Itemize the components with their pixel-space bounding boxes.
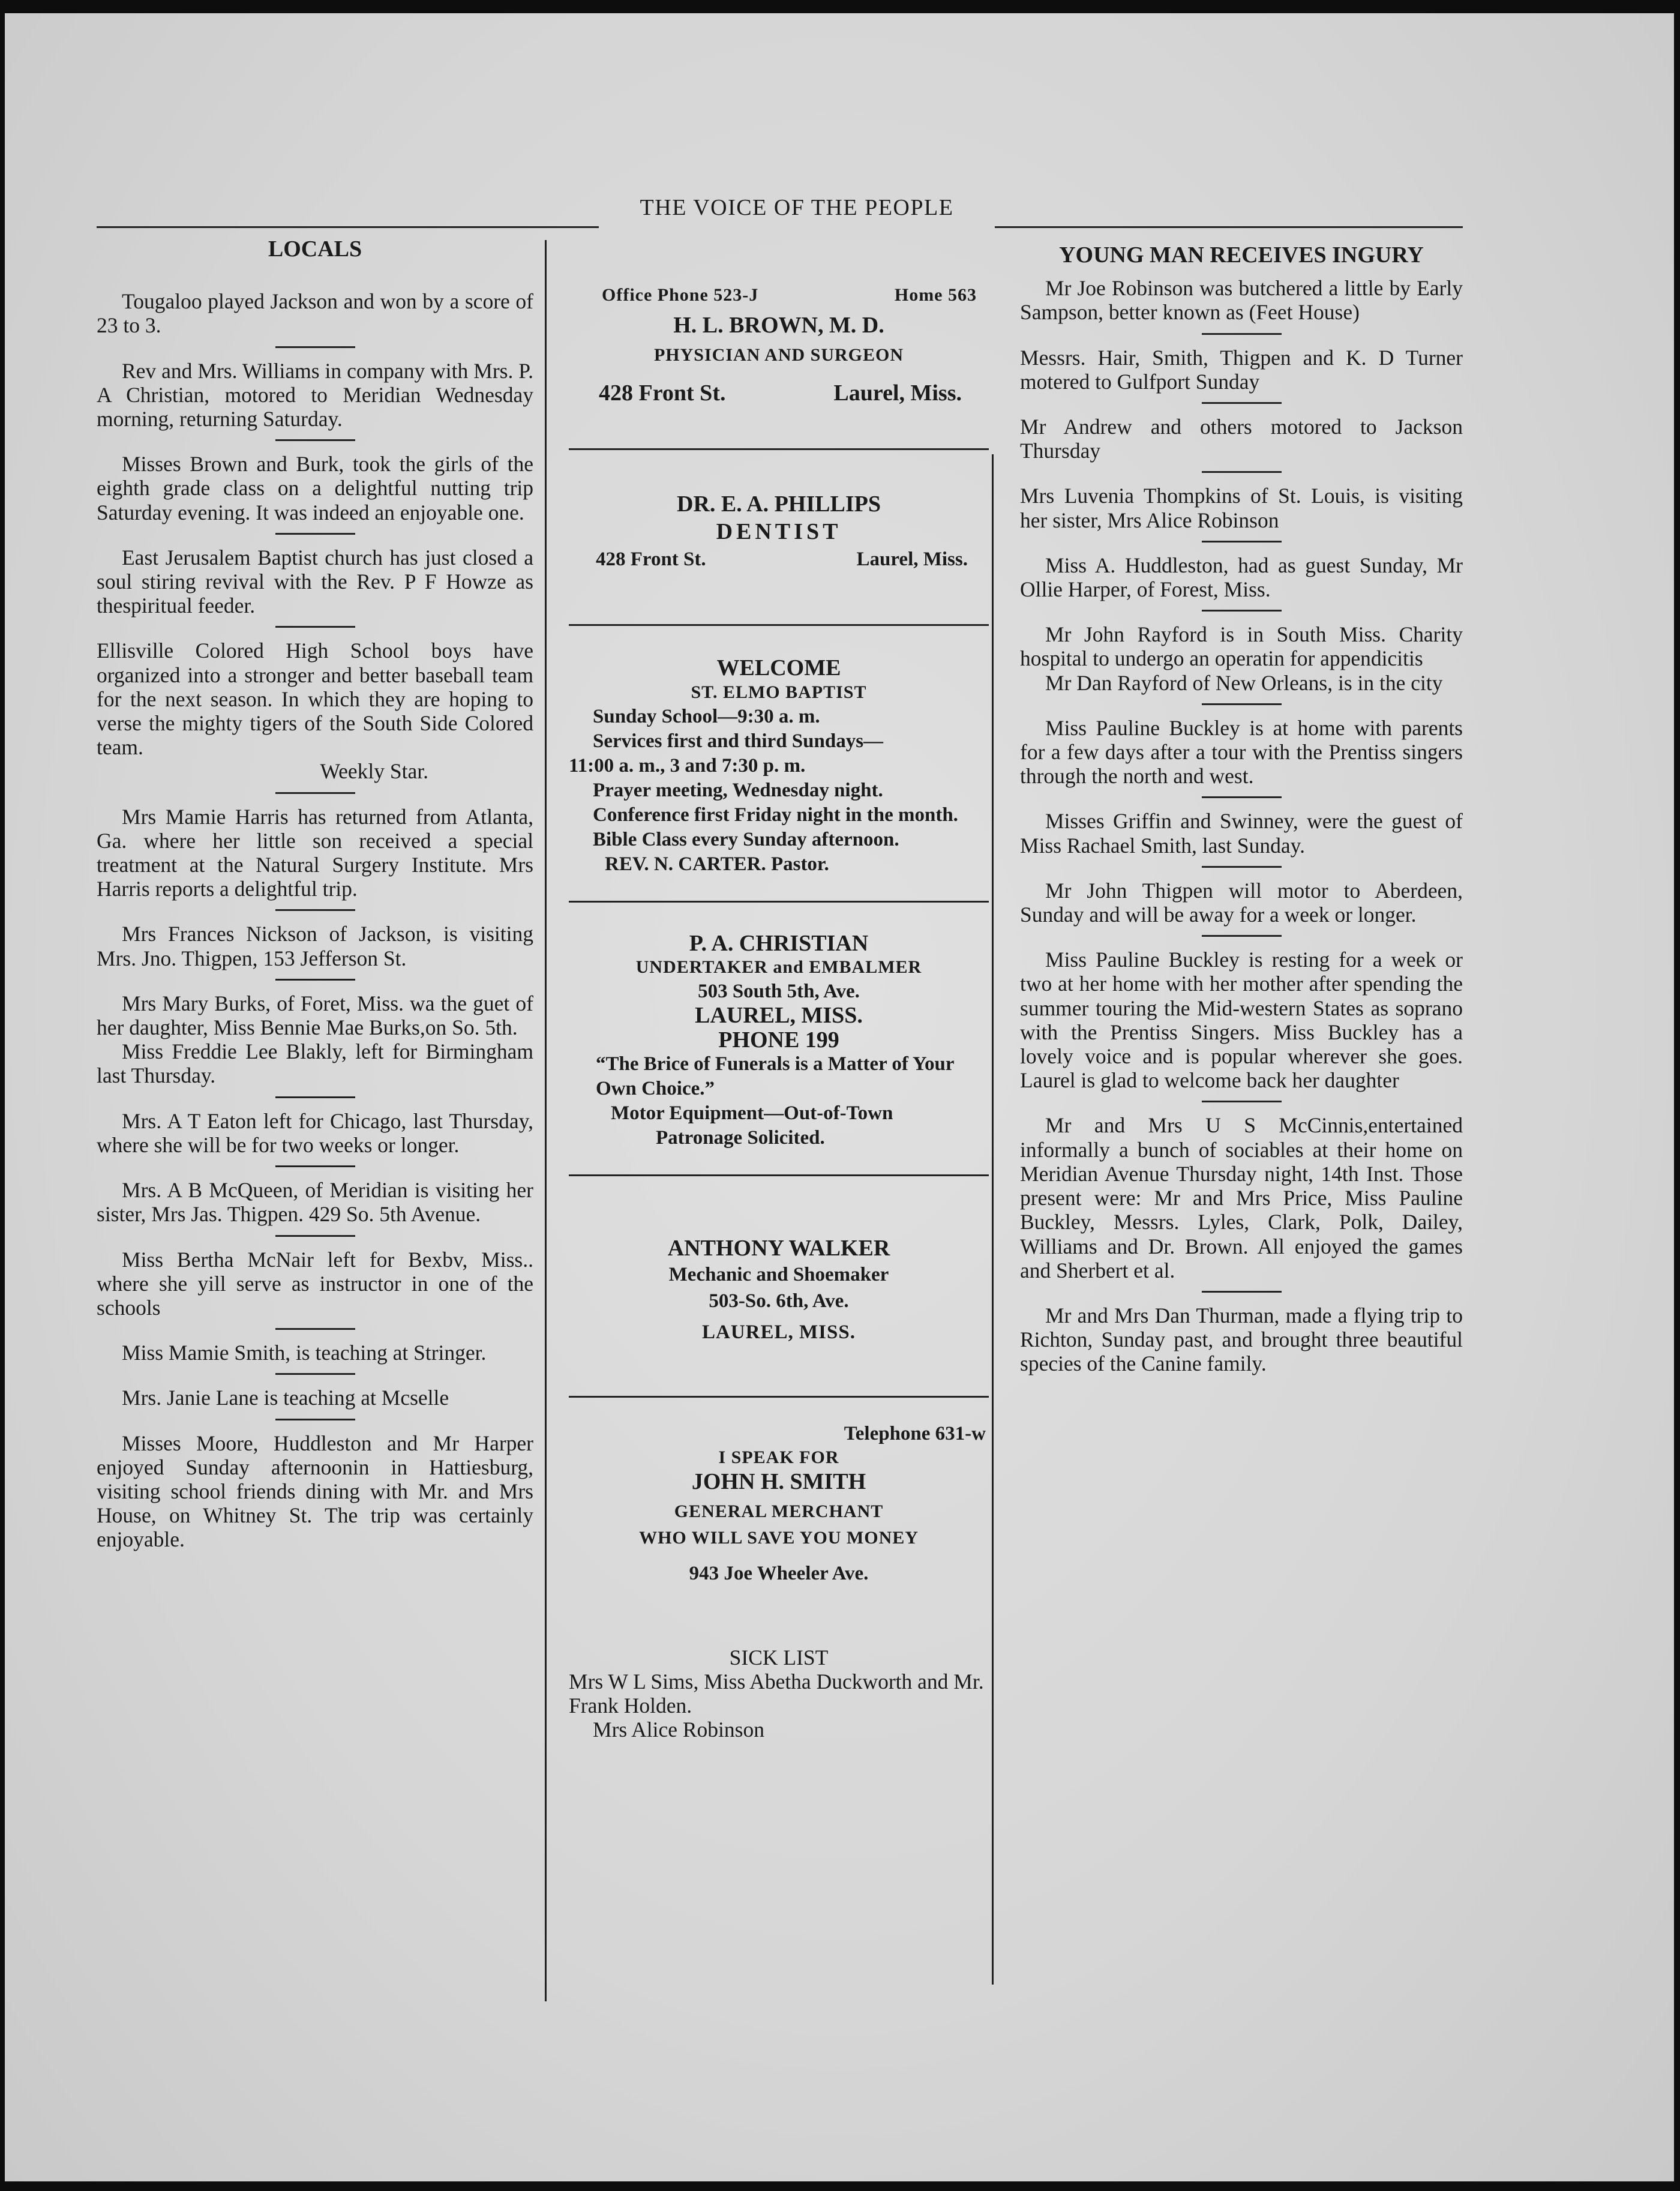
- walker-address: 503-So. 6th, Ave.: [709, 1290, 849, 1312]
- news-column: [1020, 243, 1463, 1376]
- ad-smith: [569, 1398, 989, 1585]
- local-item: Mrs. A B McQueen, of Meridian is visiting her sister, Mrs Jas. Thigpen. 429 So. 5th Avenue.: [97, 1178, 533, 1227]
- column-divider-left: [545, 240, 547, 2001]
- masthead: THE VOICE OF THE PEOPLE: [640, 195, 954, 220]
- church-line: Conference first Friday night in the month.: [593, 804, 958, 826]
- separator: [1202, 935, 1282, 937]
- sick-list-line: Mrs Alice Robinson: [593, 1718, 764, 1742]
- ad-phillips: [569, 450, 989, 572]
- local-item: Rev and Mrs. Williams in company with Mrs. P. A Christian, motored to Meridian Wednesday morning, returning Saturday.: [97, 358, 533, 431]
- news-item: Mr Andrew and others motored to Jackson Thursday: [1020, 415, 1463, 463]
- newspaper-page: [5, 13, 1674, 2181]
- news-heading: YOUNG MAN RECEIVES INGURY: [1059, 242, 1424, 268]
- brown-city: Laurel, Miss.: [833, 380, 962, 406]
- local-item: Miss Freddie Lee Blakly, left for Birmingham last Thursday.: [97, 1039, 533, 1088]
- smith-telephone: Telephone 631-w: [844, 1422, 986, 1444]
- church-pastor: REV. N. CARTER. Pastor.: [605, 853, 829, 875]
- local-item: Miss Mamie Smith, is teaching at Stringer.: [122, 1341, 487, 1365]
- brown-name: H. L. BROWN, M. D.: [673, 313, 884, 338]
- news-item: Mr and Mrs Dan Thurman, made a flying trip to Richton, Sunday past, and brought three beautiful species of the Canine family.: [1020, 1303, 1463, 1376]
- news-item: Miss Pauline Buckley is at home with parents for a few days after a tour with the Prentiss singers through the north and west.: [1020, 715, 1463, 789]
- local-item: Miss Bertha McNair left for Bexbv, Miss.. where she yill serve as instructor in one of the schools: [97, 1247, 533, 1320]
- advertisements-column: [569, 253, 989, 1742]
- separator: [1202, 402, 1282, 404]
- christian-patronage: Patronage Solicited.: [656, 1126, 825, 1149]
- news-item: Mr John Rayford is in South Miss. Charity hospital to undergo an operatin for appendicitis: [1020, 622, 1463, 671]
- phillips-name: DR. E. A. PHILLIPS: [677, 491, 881, 517]
- church-line: Prayer meeting, Wednesday night.: [593, 779, 883, 801]
- local-item: Misses Brown and Burk, took the girls of the eighth grade class on a delightful nutting trip Saturday evening. It was indeed an enjoyable one.: [97, 452, 533, 524]
- news-item: Mr Dan Rayford of New Orleans, is in the city: [1045, 670, 1443, 695]
- separator: [1202, 796, 1282, 798]
- smith-address: 943 Joe Wheeler Ave.: [689, 1562, 869, 1584]
- phillips-title: DENTIST: [716, 519, 842, 545]
- brown-title: PHYSICIAN AND SURGEON: [653, 345, 904, 365]
- ad-church: [569, 626, 989, 876]
- office-phone: Office Phone 523-J: [602, 285, 759, 305]
- church-welcome: WELCOME: [716, 655, 841, 681]
- christian-phone: PHONE 199: [718, 1027, 839, 1053]
- local-item: Mrs Mary Burks, of Foret, Miss. wa the guet of her daughter, Miss Bennie Mae Burks,on So. 5th.: [97, 991, 533, 1040]
- local-item-source: Weekly Star.: [320, 759, 428, 784]
- separator: [275, 1096, 355, 1098]
- separator: [1202, 866, 1282, 868]
- masthead-rule-left: [97, 226, 599, 228]
- local-item: Mrs Mamie Harris has returned from Atlanta, Ga. where her little son received a special treatment at the Natural Surgery Institute. Mrs Harris reports a delightful trip.: [97, 804, 533, 901]
- separator: [1202, 610, 1282, 612]
- news-item: Mr John Thigpen will motor to Aberdeen, Sunday and will be away for a week or longer.: [1020, 878, 1463, 927]
- separator: [275, 792, 355, 794]
- separator: [1202, 1101, 1282, 1102]
- news-item: Mr Joe Robinson was butchered a little by Early Sampson, better known as (Feet House): [1020, 276, 1463, 325]
- local-item: Mrs. Janie Lane is teaching at Mcselle: [122, 1386, 449, 1410]
- sick-list-heading: SICK LIST: [729, 1645, 829, 1670]
- news-item: Miss A. Huddleston, had as guest Sunday, Mr Ollie Harper, of Forest, Miss.: [1020, 553, 1463, 602]
- news-item: Mrs Luvenia Thompkins of St. Louis, is visiting her sister, Mrs Alice Robinson: [1020, 484, 1463, 532]
- separator: [275, 979, 355, 981]
- news-item: Misses Griffin and Swinney, were the guest of Miss Rachael Smith, last Sunday.: [1020, 809, 1463, 858]
- locals-column: [97, 237, 533, 1552]
- christian-equipment: Motor Equipment—Out-of-Town: [611, 1102, 893, 1124]
- sick-list: [569, 1646, 989, 1742]
- locals-heading: LOCALS: [268, 236, 362, 262]
- home-phone: Home 563: [894, 285, 977, 305]
- walker-name: ANTHONY WALKER: [667, 1235, 890, 1261]
- christian-name: P. A. CHRISTIAN: [689, 930, 869, 956]
- column-divider-right: [992, 454, 994, 1985]
- separator: [1202, 541, 1282, 542]
- news-item: Messrs. Hair, Smith, Thigpen and K. D Turner motered to Gulfport Sunday: [1020, 345, 1463, 394]
- local-item: Mrs. A T Eaton left for Chicago, last Thursday, where she will be for two weeks or longer.: [97, 1108, 533, 1157]
- separator: [275, 626, 355, 628]
- local-item: Tougaloo played Jackson and won by a score of 23 to 3.: [97, 289, 533, 338]
- sick-list-line: Mrs W L Sims, Miss Abetha Duckworth and Mr. Frank Holden.: [569, 1670, 984, 1718]
- news-item: Mr and Mrs U S McCinnis,entertained informally a bunch of sociables at their home on Meridian Avenue Thursday night, 14th Inst. Those present were: Mr and Mrs Price, Miss Pauline Buckley, Messrs. Lyles, Clark, Polk, Dailey, Williams and Dr. Brown. All enjoyed the games and Sherbert et al.: [1020, 1113, 1463, 1282]
- separator: [1202, 703, 1282, 705]
- separator: [275, 1373, 355, 1375]
- separator: [1202, 471, 1282, 473]
- ad-christian: [569, 903, 989, 1150]
- phillips-address: 428 Front St.: [596, 549, 706, 571]
- church-line: 11:00 a. m., 3 and 7:30 p. m.: [569, 754, 806, 777]
- local-item: Misses Moore, Huddleston and Mr Harper enjoyed Sunday afternoonin in Hattiesburg, visiting school friends dining with Mr. and Mrs House, on Whitney St. The trip was certainly enjoyable.: [97, 1431, 533, 1552]
- separator: [275, 439, 355, 441]
- separator: [275, 909, 355, 911]
- news-item: Miss Pauline Buckley is resting for a week or two at her home with her mother after spending the summer touring the Mid-western States as soprano with the Prentiss Singers. Miss Buckley has a lovely voice and is popular wherever she goes. Laurel is glad to welcome back her daughter: [1020, 948, 1463, 1093]
- church-name: ST. ELMO BAPTIST: [691, 682, 867, 702]
- separator: [275, 1328, 355, 1330]
- local-item: Ellisville Colored High School boys have organized into a stronger and better baseball team for the next season. In which they are hoping to verse the mighty tigers of the South Side Colored team.: [97, 639, 533, 760]
- christian-city: LAUREL, MISS.: [695, 1003, 863, 1029]
- brown-address: 428 Front St.: [599, 380, 726, 406]
- separator: [275, 533, 355, 535]
- phillips-city: Laurel, Miss.: [856, 549, 968, 571]
- church-line: Services first and third Sundays—: [593, 730, 884, 752]
- local-item: East Jerusalem Baptist church has just closed a soul stiring revival with the Rev. P F Howze as thespiritual feeder.: [97, 545, 533, 618]
- smith-title: GENERAL MERCHANT: [674, 1501, 884, 1522]
- church-line: Sunday School—9:30 a. m.: [593, 705, 820, 727]
- local-item: Mrs Frances Nickson of Jackson, is visiting Mrs. Jno. Thigpen, 153 Jefferson St.: [97, 922, 533, 970]
- walker-city: LAUREL, MISS.: [702, 1321, 856, 1344]
- separator: [1202, 1291, 1282, 1293]
- separator: [275, 346, 355, 348]
- separator: [275, 1165, 355, 1167]
- christian-address: 503 South 5th, Ave.: [698, 981, 860, 1003]
- walker-title: Mechanic and Shoemaker: [668, 1264, 889, 1286]
- christian-slogan: “The Brice of Funerals is a Matter of Your Own Choice.”: [596, 1053, 954, 1099]
- smith-speak: I SPEAK FOR: [718, 1447, 839, 1467]
- smith-tagline: WHO WILL SAVE YOU MONEY: [639, 1528, 919, 1548]
- separator: [275, 1235, 355, 1237]
- separator: [275, 1419, 355, 1420]
- christian-title: UNDERTAKER and EMBALMER: [635, 957, 922, 978]
- smith-name: JOHN H. SMITH: [691, 1469, 866, 1495]
- separator: [1202, 333, 1282, 335]
- ad-walker: [569, 1176, 989, 1345]
- church-line: Bible Class every Sunday afternoon.: [593, 828, 899, 850]
- masthead-rule-right: [995, 226, 1463, 228]
- ad-brown: [569, 253, 989, 405]
